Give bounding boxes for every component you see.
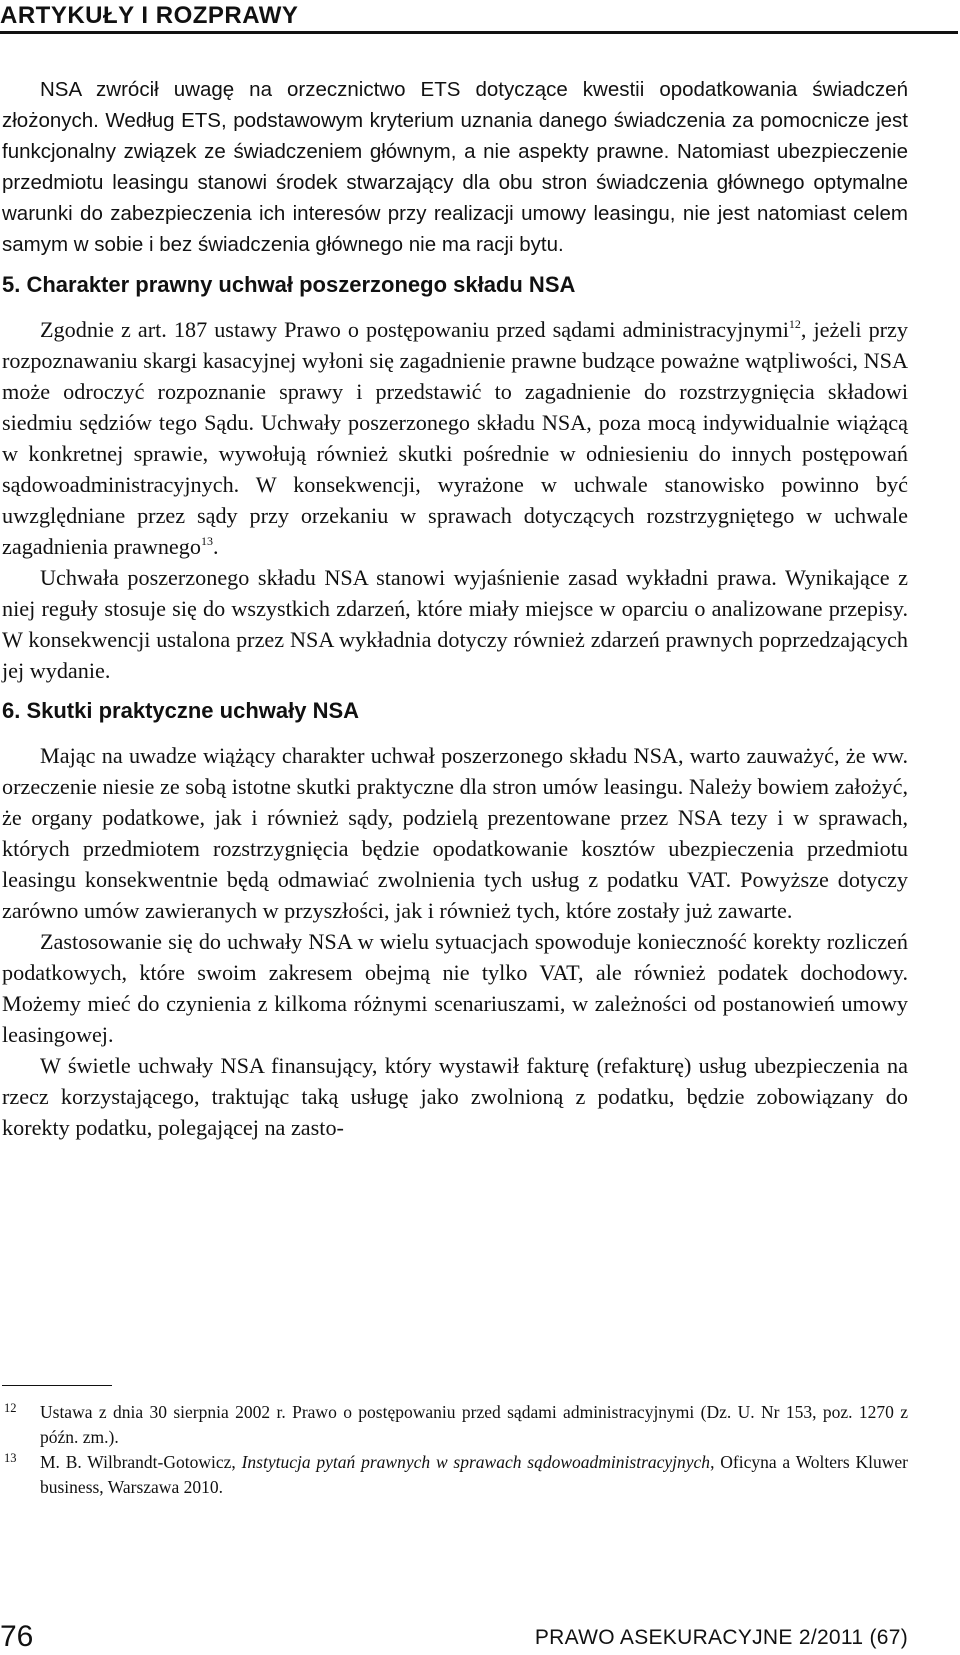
page-number: 76 <box>0 1620 34 1653</box>
section-6-paragraph-3: W świetle uchwały NSA finansujący, który wystawił fakturę (refakturę) usług ubezpieczenia na rzecz korzystającego, traktując taką usługę jako zwolnioną z podatku, będzie zobowiązany do korekty podatku, polegającej na zasto- <box>2 1053 908 1140</box>
footnote-ref-12[interactable]: 12 <box>788 317 801 331</box>
intro-paragraph: NSA zwrócił uwagę na orzecznictwo ETS dotyczące kwestii opodatkowania świadczeń złożonych. Według ETS, podstawowym kryterium uznania danego świadczenia za pomocnicze jest funkcjonalny związek ze świadczeniem głównym, a nie aspekty prawne. Natomiast ubezpieczenie przedmiotu leasingu stanowi środek stwarzający dla obu stron świadczenia głównego optymalne warunki do zabezpieczenia ich interesów przy realizacji umowy leasingu, nie jest natomiast celem samym w sobie i bez świadczenia głównego nie ma racji bytu. <box>2 78 908 256</box>
footnote-number: 13 <box>4 1451 17 1465</box>
article-body <box>2 74 908 1143</box>
section-6-paragraph-1: Mając na uwadze wiążący charakter uchwał poszerzonego składu NSA, warto zauważyć, że ww. orzeczenie niesie ze sobą istotne skutki praktyczne dla stron umów leasingu. Należy bowiem założyć, że organy podatkowe, jak i również sądy, podzielą prezentowane przez NSA tezy i w sprawach, których przedmiotem rozstrzygnięcia będzie opodatkowanie kosztów ubezpieczenia przedmiotu leasingu konsekwentnie będą odmawiać zwolnienia tych usług z podatku VAT. Powyższe dotyczy zarówno umów zawieranych w przyszłości, jak i również tych, które zostały już zawarte. <box>2 743 908 923</box>
footnote-number: 12 <box>4 1401 17 1415</box>
footnote-author: M. B. Wilbrandt-Gotowicz, <box>40 1452 242 1472</box>
footnote-12 <box>2 1400 908 1450</box>
journal-name: PRAWO ASEKURACYJNE 2/2011 (67) <box>534 1626 908 1649</box>
footnote-text: Ustawa z dnia 30 sierpnia 2002 r. Prawo o postępowaniu przed sądami administracyjnymi (Dz. U. Nr 153, poz. 1270 z późn. zm.). <box>40 1402 908 1447</box>
footnote-ref-13[interactable]: 13 <box>200 534 213 548</box>
footnote-title: Instytucja pytań prawnych w sprawach sądowoadministracyjnych <box>241 1452 711 1472</box>
footnotes <box>2 1400 908 1500</box>
text-run: , jeżeli przy rozpoznawaniu skargi kasacyjnej wyłoni się zagadnienie prawne budzące poważne wątpliwości, NSA może odroczyć rozpoznanie sprawy i przedstawić to zagadnienie do rozstrzygnięcia składowi siedmiu sędziów tego Sądu. Uchwały poszerzonego składu NSA, poza mocą indywidualnie wiążącą w konkretnej sprawie, wywołują również skutki pośrednie w odniesieniu do innych postępowań sądowoadministracyjnych. W konsekwencji, wyrażone w uchwale stanowisko powinno być uwzględniane przez sądy przy orzekaniu w sprawach dotyczących rozstrzygniętego w uchwale zagadnienia prawnego <box>2 317 908 559</box>
footnote-rule <box>2 1385 112 1386</box>
footnote-13 <box>2 1450 908 1500</box>
section-5-paragraph-2: Uchwała poszerzonego składu NSA stanowi wyjaśnienie zasad wykładni prawa. Wynikające z niej reguły stosuje się do wszystkich zdarzeń, które miały miejsce w oparciu o analizowane przepisy. W konsekwencji ustalona przez NSA wykładnia dotyczy również zdarzeń prawnych poprzedzających jej wydanie. <box>2 565 908 683</box>
footnote-rest: , Oficyna a Wolters Kluwer business, Warszawa 2010. <box>40 1452 908 1497</box>
header-rule <box>0 31 958 34</box>
text-run: . <box>212 534 219 559</box>
text-run: Zgodnie z art. 187 ustawy Prawo o postępowaniu przed sądami administracyjnymi <box>40 317 789 342</box>
section-6-heading: 6. Skutki praktyczne uchwały NSA <box>2 698 360 723</box>
section-header: ARTYKUŁY I ROZPRAWY <box>0 2 299 29</box>
section-5-paragraph-1 <box>2 314 908 562</box>
section-6-paragraph-2: Zastosowanie się do uchwały NSA w wielu sytuacjach spowoduje konieczność korekty rozliczeń podatkowych, które swoim zakresem obejmą nie tylko VAT, ale również podatek dochodowy. Możemy mieć do czynienia z kilkoma różnymi scenariuszami, w zależności od postanowień umowy leasingowej. <box>2 929 908 1047</box>
section-5-heading: 5. Charakter prawny uchwał poszerzonego składu NSA <box>2 272 576 297</box>
